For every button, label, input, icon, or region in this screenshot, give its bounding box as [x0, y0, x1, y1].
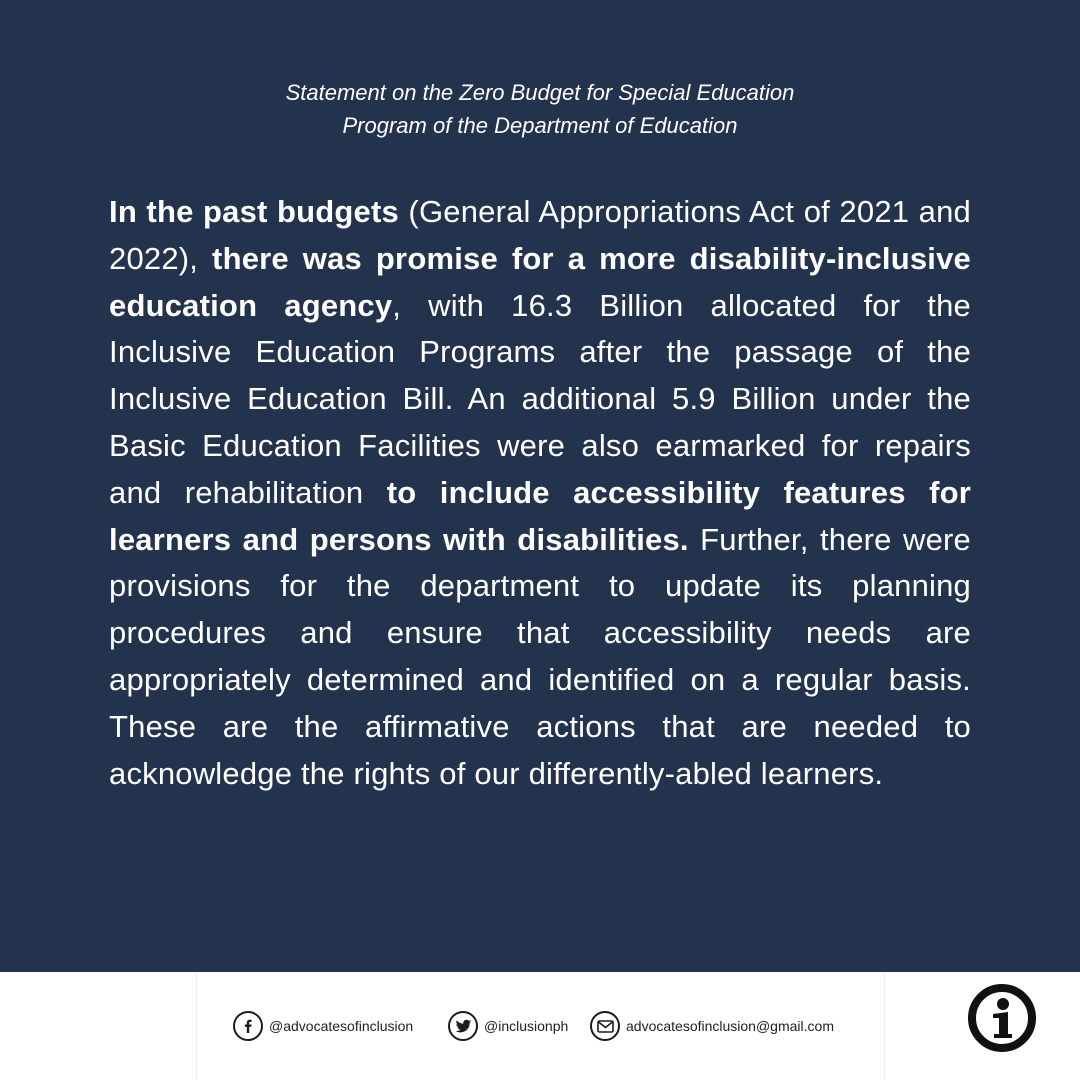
facebook-icon: [233, 1011, 263, 1041]
footer-divider: [884, 972, 885, 1080]
email-contact[interactable]: [590, 1009, 834, 1043]
title-line-2: Program of the Department of Education: [342, 113, 738, 138]
info-logo-icon: [966, 982, 1038, 1054]
body-segment-2: , with 16.3 Billion allocated for the Inclusive Education Programs after the passage of the Inclusive Education Bill. An additional 5.9 Billion under the Basic Education Facilities were also earmarked for repairs and rehabilitation: [109, 287, 971, 510]
statement-title: [140, 76, 940, 142]
facebook-handle[interactable]: @advocatesofinclusion: [269, 1018, 414, 1034]
twitter-icon: [448, 1011, 478, 1041]
body-segment-1: (General Appropriations Act of 2021 and 2022),: [109, 194, 971, 276]
statement-body: [109, 189, 971, 797]
twitter-handle[interactable]: @inclusionph: [484, 1018, 569, 1034]
twitter-contact[interactable]: [448, 1009, 568, 1043]
mail-icon: [590, 1011, 620, 1041]
facebook-contact[interactable]: [233, 1009, 413, 1043]
email-address[interactable]: advocatesofinclusion@gmail.com: [626, 1018, 834, 1034]
footer: [0, 972, 1080, 1080]
footer-divider: [196, 972, 197, 1080]
body-segment-bold-1: In the past budgets: [109, 194, 399, 229]
body-segment-bold-2: there was promise for a more disability-inclusive education agency: [109, 240, 971, 323]
body-segment-3: Further, there were provisions for the department to update its planning procedures and ensure that accessibility needs are appropriately determined and identified on a regular basis. These are the affirmative actions that are needed to acknowledge the rights of our differently-abled learners.: [109, 521, 971, 791]
title-line-1: Statement on the Zero Budget for Special Education: [285, 80, 795, 105]
body-segment-bold-3: to include accessibility features for learners and persons with disabilities.: [109, 474, 971, 557]
